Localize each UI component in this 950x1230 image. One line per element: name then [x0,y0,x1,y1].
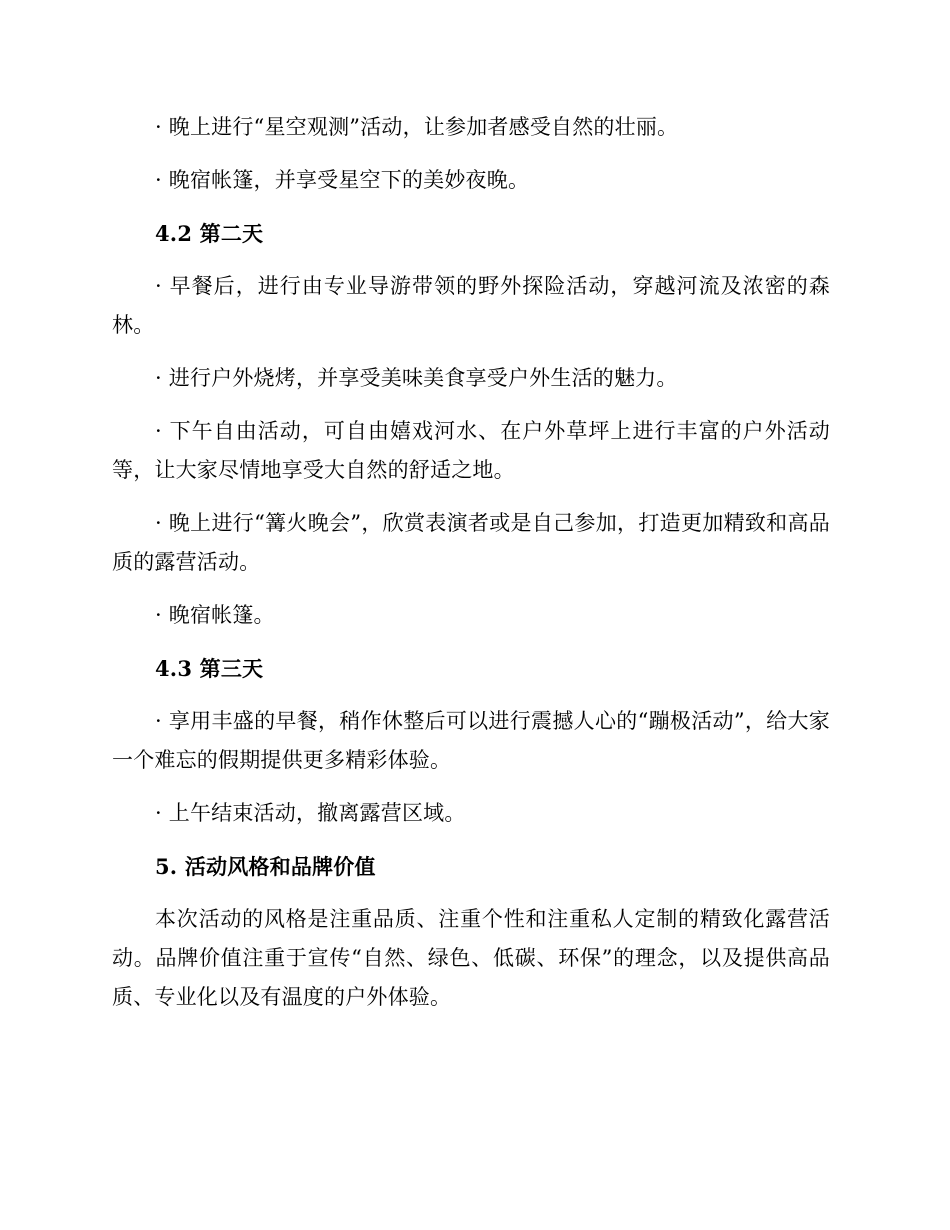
bullet-bbq: · 进行户外烧烤，并享受美味美食享受户外生活的魅力。 [155,366,678,390]
bullet-departure: · 上午结束活动，撤离露营区域。 [155,801,466,825]
bullet-bungee: · 享用丰盛的早餐，稍作休整后可以进行震撼人心的“蹦极活动”，给大家一个难忘的假期提供更多精彩体验。 [112,709,830,772]
bullet-tent-night-2: · 晚宿帐篷。 [155,603,275,627]
document-page [112,108,830,1017]
bullet-free-activity: · 下午自由活动，可自由嬉戏河水、在户外草坪上进行丰富的户外活动等，让大家尽情地享受大自然的舒适之地。 [112,419,830,482]
bullet-tent-night-1: · 晚宿帐篷，并享受星空下的美妙夜晚。 [155,168,530,192]
paragraph-style-brand: 本次活动的风格是注重品质、注重个性和注重私人定制的精致化露营活动。品牌价值注重于宣传“自然、绿色、低碳、环保”的理念，以及提供高品质、专业化以及有温度的户外体验。 [112,907,830,1009]
heading-style-brand: 5. 活动风格和品牌价值 [155,854,376,879]
bullet-bonfire: · 晚上进行“篝火晚会”，欣赏表演者或是自己参加，打造更加精致和高品质的露营活动。 [112,511,830,574]
heading-day-2: 4.2 第二天 [155,221,264,246]
bullet-exploration: · 早餐后，进行由专业导游带领的野外探险活动，穿越河流及浓密的森林。 [112,274,830,337]
heading-day-3: 4.3 第三天 [155,656,264,681]
bullet-stargazing: · 晚上进行“星空观测”活动，让参加者感受自然的壮丽。 [155,115,679,139]
